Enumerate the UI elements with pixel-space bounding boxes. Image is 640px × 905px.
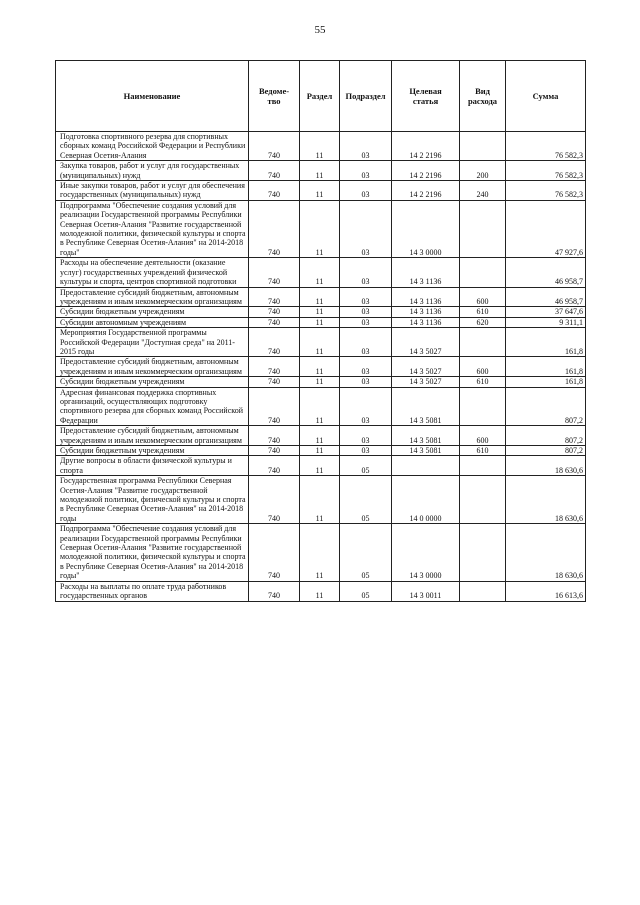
cell-name: Подготовка спортивного резерва для спортивных сборных команд Российской Федерации и Республики Северная Осетия-Алания bbox=[56, 132, 249, 161]
table-row bbox=[56, 181, 586, 201]
header-vedomstvo: Ведоме- тво bbox=[249, 61, 300, 132]
cell-vid-rashoda: 600 bbox=[460, 426, 506, 446]
cell-razdel: 11 bbox=[300, 357, 340, 377]
cell-celevaya-statya: 14 2 2196 bbox=[392, 181, 460, 201]
cell-celevaya-statya: 14 3 0011 bbox=[392, 581, 460, 601]
cell-celevaya-statya: 14 3 1136 bbox=[392, 307, 460, 317]
cell-celevaya-statya: 14 3 5027 bbox=[392, 328, 460, 357]
cell-name: Иные закупки товаров, работ и услуг для обеспечения государственных (муниципальных) нужд bbox=[56, 181, 249, 201]
cell-vedomstvo: 740 bbox=[249, 524, 300, 581]
header-celevaya-statya: Целевая статья bbox=[392, 61, 460, 132]
cell-name: Закупка товаров, работ и услуг для государственных (муниципальных) нужд bbox=[56, 161, 249, 181]
cell-razdel: 11 bbox=[300, 426, 340, 446]
cell-razdel: 11 bbox=[300, 200, 340, 257]
cell-podrazdel: 03 bbox=[340, 161, 392, 181]
cell-vid-rashoda bbox=[460, 200, 506, 257]
cell-name: Подпрограмма "Обеспечение создания условий для реализации Государственной программы Республики Северная Осетия-Алания "Развитие государственной молодежной политики, физической культуры и спорта в Республике Северная Осетия-Алания" на 2014-2018 годы" bbox=[56, 200, 249, 257]
cell-summa: 76 582,3 bbox=[506, 181, 586, 201]
table-row bbox=[56, 258, 586, 287]
cell-vedomstvo: 740 bbox=[249, 581, 300, 601]
cell-summa: 161,8 bbox=[506, 377, 586, 387]
page-number: 55 bbox=[314, 24, 326, 36]
table-row bbox=[56, 446, 586, 456]
cell-vedomstvo: 740 bbox=[249, 132, 300, 161]
cell-vedomstvo: 740 bbox=[249, 357, 300, 377]
table-row bbox=[56, 287, 586, 307]
table-row bbox=[56, 307, 586, 317]
cell-summa: 18 630,6 bbox=[506, 456, 586, 476]
cell-name: Другие вопросы в области физической культуры и спорта bbox=[56, 456, 249, 476]
cell-celevaya-statya: 14 3 1136 bbox=[392, 258, 460, 287]
cell-podrazdel: 05 bbox=[340, 581, 392, 601]
cell-vedomstvo: 740 bbox=[249, 161, 300, 181]
cell-razdel: 11 bbox=[300, 307, 340, 317]
cell-summa: 807,2 bbox=[506, 426, 586, 446]
cell-podrazdel: 03 bbox=[340, 377, 392, 387]
cell-razdel: 11 bbox=[300, 446, 340, 456]
cell-vid-rashoda: 610 bbox=[460, 307, 506, 317]
cell-celevaya-statya: 14 3 5081 bbox=[392, 446, 460, 456]
table-header-row bbox=[56, 61, 586, 132]
cell-vid-rashoda: 610 bbox=[460, 377, 506, 387]
header-name: Наименование bbox=[56, 61, 249, 132]
cell-razdel: 11 bbox=[300, 456, 340, 476]
cell-vid-rashoda bbox=[460, 476, 506, 524]
cell-razdel: 11 bbox=[300, 287, 340, 307]
table-row bbox=[56, 524, 586, 581]
cell-summa: 37 647,6 bbox=[506, 307, 586, 317]
cell-podrazdel: 03 bbox=[340, 181, 392, 201]
table-row bbox=[56, 476, 586, 524]
cell-name: Государственная программа Республики Северная Осетия-Алания "Развитие государственной молодежной политики, физической культуры и спорта в Республике Северная Осетия-Алания" на 2014-2018 годы bbox=[56, 476, 249, 524]
table-row bbox=[56, 328, 586, 357]
cell-vedomstvo: 740 bbox=[249, 287, 300, 307]
cell-vid-rashoda: 620 bbox=[460, 317, 506, 327]
table-row bbox=[56, 377, 586, 387]
header-podrazdel: Подраздел bbox=[340, 61, 392, 132]
cell-vedomstvo: 740 bbox=[249, 200, 300, 257]
cell-celevaya-statya bbox=[392, 456, 460, 476]
cell-podrazdel: 03 bbox=[340, 132, 392, 161]
table-row bbox=[56, 132, 586, 161]
cell-razdel: 11 bbox=[300, 328, 340, 357]
table-row bbox=[56, 426, 586, 446]
cell-podrazdel: 03 bbox=[340, 426, 392, 446]
cell-vedomstvo: 740 bbox=[249, 476, 300, 524]
cell-name: Подпрограмма "Обеспечение создания условий для реализации Государственной программы Республики Северная Осетия-Алания "Развитие государственной молодежной политики, физической культуры и спорта в Республике Северная Осетия-Алания" на 2014-2018 годы" bbox=[56, 524, 249, 581]
cell-vedomstvo: 740 bbox=[249, 446, 300, 456]
cell-celevaya-statya: 14 3 5081 bbox=[392, 387, 460, 426]
cell-razdel: 11 bbox=[300, 524, 340, 581]
cell-podrazdel: 03 bbox=[340, 317, 392, 327]
cell-podrazdel: 03 bbox=[340, 258, 392, 287]
cell-podrazdel: 05 bbox=[340, 476, 392, 524]
cell-vedomstvo: 740 bbox=[249, 387, 300, 426]
cell-name: Предоставление субсидий бюджетным, автономным учреждениям и иным некоммерческим организациям bbox=[56, 287, 249, 307]
cell-vid-rashoda bbox=[460, 387, 506, 426]
cell-summa: 46 958,7 bbox=[506, 258, 586, 287]
header-summa: Сумма bbox=[506, 61, 586, 132]
cell-summa: 18 630,6 bbox=[506, 476, 586, 524]
cell-vedomstvo: 740 bbox=[249, 317, 300, 327]
cell-podrazdel: 03 bbox=[340, 446, 392, 456]
cell-podrazdel: 05 bbox=[340, 524, 392, 581]
cell-name: Расходы на обеспечение деятельности (оказание услуг) государственных учреждений физической культуры и спорта, центров спортивной подготовки bbox=[56, 258, 249, 287]
cell-podrazdel: 03 bbox=[340, 357, 392, 377]
table-row bbox=[56, 456, 586, 476]
cell-podrazdel: 03 bbox=[340, 328, 392, 357]
cell-summa: 47 927,6 bbox=[506, 200, 586, 257]
cell-vid-rashoda: 200 bbox=[460, 161, 506, 181]
header-vid-rashoda: Вид расхода bbox=[460, 61, 506, 132]
header-razdel: Раздел bbox=[300, 61, 340, 132]
cell-vedomstvo: 740 bbox=[249, 377, 300, 387]
cell-vedomstvo: 740 bbox=[249, 307, 300, 317]
cell-summa: 46 958,7 bbox=[506, 287, 586, 307]
cell-razdel: 11 bbox=[300, 181, 340, 201]
cell-summa: 161,8 bbox=[506, 357, 586, 377]
cell-summa: 76 582,3 bbox=[506, 132, 586, 161]
cell-name: Мероприятия Государственной программы Российской Федерации "Доступная среда" на 2011-2015 годы bbox=[56, 328, 249, 357]
cell-name: Субсидии бюджетным учреждениям bbox=[56, 377, 249, 387]
cell-razdel: 11 bbox=[300, 377, 340, 387]
cell-name: Субсидии бюджетным учреждениям bbox=[56, 307, 249, 317]
cell-vid-rashoda: 610 bbox=[460, 446, 506, 456]
cell-vedomstvo: 740 bbox=[249, 181, 300, 201]
table-row bbox=[56, 387, 586, 426]
table-row bbox=[56, 581, 586, 601]
cell-celevaya-statya: 14 3 5027 bbox=[392, 357, 460, 377]
cell-razdel: 11 bbox=[300, 317, 340, 327]
table-row bbox=[56, 357, 586, 377]
cell-razdel: 11 bbox=[300, 476, 340, 524]
cell-razdel: 11 bbox=[300, 581, 340, 601]
cell-celevaya-statya: 14 3 5027 bbox=[392, 377, 460, 387]
cell-vid-rashoda bbox=[460, 581, 506, 601]
cell-vid-rashoda: 600 bbox=[460, 357, 506, 377]
cell-summa: 807,2 bbox=[506, 387, 586, 426]
cell-celevaya-statya: 14 2 2196 bbox=[392, 161, 460, 181]
cell-summa: 76 582,3 bbox=[506, 161, 586, 181]
cell-vedomstvo: 740 bbox=[249, 456, 300, 476]
cell-vid-rashoda: 240 bbox=[460, 181, 506, 201]
cell-name: Расходы на выплаты по оплате труда работников государственных органов bbox=[56, 581, 249, 601]
cell-celevaya-statya: 14 3 1136 bbox=[392, 287, 460, 307]
cell-summa: 18 630,6 bbox=[506, 524, 586, 581]
cell-vid-rashoda: 600 bbox=[460, 287, 506, 307]
cell-podrazdel: 03 bbox=[340, 200, 392, 257]
cell-celevaya-statya: 14 0 0000 bbox=[392, 476, 460, 524]
cell-vid-rashoda bbox=[460, 258, 506, 287]
budget-table bbox=[55, 60, 586, 602]
table-row bbox=[56, 200, 586, 257]
table-row bbox=[56, 317, 586, 327]
cell-celevaya-statya: 14 2 2196 bbox=[392, 132, 460, 161]
cell-podrazdel: 05 bbox=[340, 456, 392, 476]
cell-celevaya-statya: 14 3 5081 bbox=[392, 426, 460, 446]
cell-celevaya-statya: 14 3 0000 bbox=[392, 524, 460, 581]
cell-vedomstvo: 740 bbox=[249, 328, 300, 357]
cell-razdel: 11 bbox=[300, 132, 340, 161]
cell-vid-rashoda bbox=[460, 328, 506, 357]
cell-summa: 161,8 bbox=[506, 328, 586, 357]
cell-name: Субсидии автономным учреждениям bbox=[56, 317, 249, 327]
cell-vid-rashoda bbox=[460, 132, 506, 161]
cell-celevaya-statya: 14 3 0000 bbox=[392, 200, 460, 257]
cell-razdel: 11 bbox=[300, 161, 340, 181]
cell-vedomstvo: 740 bbox=[249, 258, 300, 287]
cell-summa: 9 311,1 bbox=[506, 317, 586, 327]
cell-podrazdel: 03 bbox=[340, 307, 392, 317]
cell-summa: 16 613,6 bbox=[506, 581, 586, 601]
cell-podrazdel: 03 bbox=[340, 387, 392, 426]
cell-name: Адресная финансовая поддержка спортивных организаций, осуществляющих подготовку спортивного резерва для сборных команд Российской Федерации bbox=[56, 387, 249, 426]
cell-podrazdel: 03 bbox=[340, 287, 392, 307]
table-row bbox=[56, 161, 586, 181]
cell-name: Предоставление субсидий бюджетным, автономным учреждениям и иным некоммерческим организациям bbox=[56, 426, 249, 446]
cell-name: Субсидии бюджетным учреждениям bbox=[56, 446, 249, 456]
cell-razdel: 11 bbox=[300, 258, 340, 287]
cell-vid-rashoda bbox=[460, 456, 506, 476]
cell-name: Предоставление субсидий бюджетным, автономным учреждениям и иным некоммерческим организациям bbox=[56, 357, 249, 377]
cell-vid-rashoda bbox=[460, 524, 506, 581]
cell-vedomstvo: 740 bbox=[249, 426, 300, 446]
cell-celevaya-statya: 14 3 1136 bbox=[392, 317, 460, 327]
cell-summa: 807,2 bbox=[506, 446, 586, 456]
cell-razdel: 11 bbox=[300, 387, 340, 426]
